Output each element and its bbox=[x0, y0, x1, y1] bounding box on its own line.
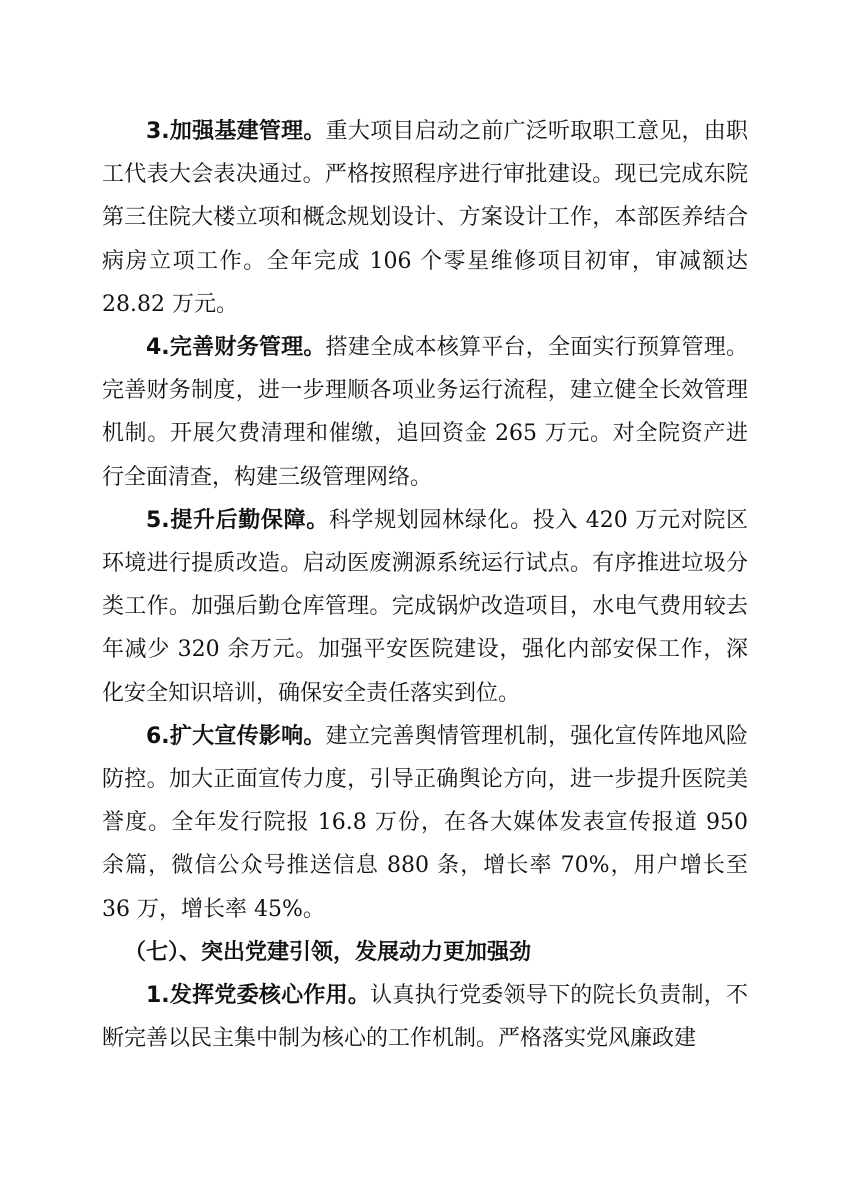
paragraph-body: 科学规划园林绿化。投入 420 万元对院区环境进行提质改造。启动医废溯源系统运行试点。有序推进垃圾分类工作。加强后勤仓库管理。完成锅炉改造项目，水电气费用较去年减少 320 余万元。加强平安医院建设，强化内部安保工作，深化安全知识培训，确保安全责任落实到位。 bbox=[102, 507, 748, 706]
document-page bbox=[102, 110, 748, 1060]
paragraph-lead: 6.扩大宣传影响。 bbox=[146, 723, 326, 749]
paragraph-body: 建立完善舆情管理机制，强化宣传阵地风险防控。加大正面宣传力度，引导正确舆论方向，进一步提升医院美誉度。全年发行院报 16.8 万份，在各大媒体发表宣传报道 950 余篇，微信公众号推送信息 880 条，增长率 70%，用户增长至 36 万，增长率 45%。 bbox=[102, 723, 748, 922]
section-heading: （七）、突出党建引领，发展动力更加强劲 bbox=[124, 939, 532, 965]
paragraph-finance bbox=[102, 326, 748, 499]
paragraph-lead: 3.加强基建管理。 bbox=[146, 119, 326, 144]
paragraph-logistics bbox=[102, 499, 748, 715]
paragraph-publicity bbox=[102, 715, 748, 931]
paragraph-body: 重大项目启动之前广泛听取职工意见，由职工代表大会表决通过。严格按照程序进行审批建设。现已完成东院第三住院大楼立项和概念规划设计、方案设计工作，本部医养结合病房立项工作。全年完成 106 个零星维修项目初审，审减额达 28.82 万元。 bbox=[102, 119, 748, 317]
paragraph-infrastructure bbox=[102, 110, 748, 326]
paragraph-lead: 5.提升后勤保障。 bbox=[146, 507, 329, 533]
paragraph-lead: 4.完善财务管理。 bbox=[146, 335, 326, 361]
paragraph-body: 认真执行党委领导下的院长负责制，不断完善以民主集中制为核心的工作机制。严格落实党风廉政建 bbox=[102, 983, 748, 1052]
paragraph-party-core bbox=[102, 974, 748, 1060]
paragraph-lead: 1.发挥党委核心作用。 bbox=[146, 983, 371, 1009]
paragraph-body: 搭建全成本核算平台，全面实行预算管理。完善财务制度，进一步理顺各项业务运行流程，建立健全长效管理机制。开展欠费清理和催缴，追回资金 265 万元。对全院资产进行全面清查，构建三级管理网络。 bbox=[102, 335, 748, 490]
